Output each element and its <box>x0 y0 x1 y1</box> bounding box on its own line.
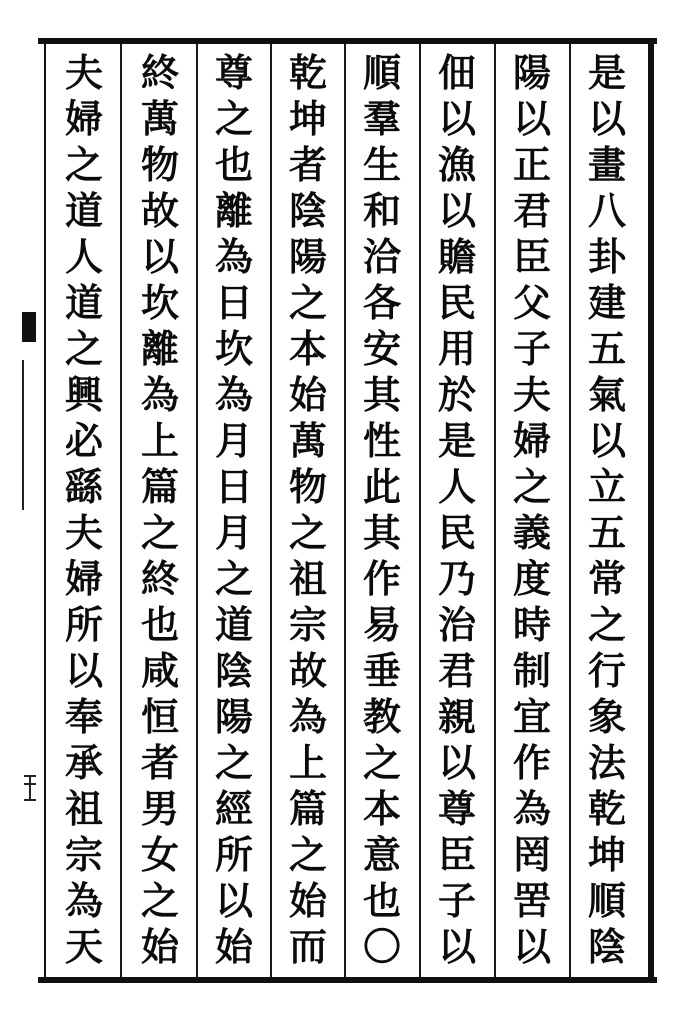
character: 以 <box>587 96 626 141</box>
character: 於 <box>437 372 476 417</box>
character: 為 <box>214 234 253 279</box>
character: 和 <box>362 188 401 233</box>
character: 畫 <box>587 142 626 187</box>
character: 以 <box>587 418 626 463</box>
character: 常 <box>587 556 626 601</box>
character: 五 <box>587 510 626 555</box>
character: 道 <box>214 602 253 647</box>
gutter-title-strip <box>22 360 38 510</box>
character: 時 <box>512 602 551 647</box>
character: 以 <box>140 234 179 279</box>
character: 人 <box>64 234 103 279</box>
character: 民 <box>437 280 476 325</box>
character: 物 <box>288 464 327 509</box>
character: 臣 <box>512 234 551 279</box>
character: 易 <box>362 602 401 647</box>
character: 乃 <box>437 556 476 601</box>
gutter-leaf-mark <box>22 770 38 810</box>
character: 其 <box>362 372 401 417</box>
character: 坤 <box>288 96 327 141</box>
character: 為 <box>288 694 327 739</box>
character: 之 <box>288 832 327 877</box>
right-border-rule <box>648 38 654 983</box>
character: 宗 <box>64 832 103 877</box>
gutter-marker <box>22 300 38 530</box>
character: 也 <box>362 878 401 923</box>
text-column-8 <box>52 50 116 970</box>
character: 以 <box>214 878 253 923</box>
character: 臣 <box>437 832 476 877</box>
character: 以 <box>437 96 476 141</box>
character: 故 <box>140 188 179 233</box>
character: 為 <box>214 372 253 417</box>
character: 親 <box>437 694 476 739</box>
character: 義 <box>512 510 551 555</box>
character: 乾 <box>587 786 626 831</box>
character: 性 <box>362 418 401 463</box>
text-column-2 <box>500 50 564 970</box>
character: 宗 <box>288 602 327 647</box>
character: 子 <box>512 326 551 371</box>
character: 陽 <box>512 50 551 95</box>
character: 而 <box>288 924 327 969</box>
character: 終 <box>140 50 179 95</box>
character: 夫 <box>512 372 551 417</box>
character: 行 <box>587 648 626 693</box>
character: 之 <box>512 464 551 509</box>
character: 之 <box>288 510 327 555</box>
character: 佃 <box>437 50 476 95</box>
character: 之 <box>140 510 179 555</box>
character: 祖 <box>288 556 327 601</box>
character: 本 <box>288 326 327 371</box>
text-column-7 <box>128 50 192 970</box>
character: 生 <box>362 142 401 187</box>
character: 之 <box>288 280 327 325</box>
character: 之 <box>140 878 179 923</box>
character: 以 <box>437 740 476 785</box>
character: 為 <box>512 786 551 831</box>
character: 道 <box>64 188 103 233</box>
character: 篇 <box>140 464 179 509</box>
character: 離 <box>214 188 253 233</box>
column-rule <box>196 44 198 977</box>
character: 此 <box>362 464 401 509</box>
character: 所 <box>64 602 103 647</box>
character: 離 <box>140 326 179 371</box>
character: 繇 <box>64 464 103 509</box>
character: 始 <box>140 924 179 969</box>
character: 教 <box>362 694 401 739</box>
character: 正 <box>512 142 551 187</box>
character: 上 <box>140 418 179 463</box>
character: 治 <box>437 602 476 647</box>
character: 宜 <box>512 694 551 739</box>
character: 月 <box>214 510 253 555</box>
character: 以 <box>437 924 476 969</box>
character: 氣 <box>587 372 626 417</box>
character: 承 <box>64 740 103 785</box>
character: 以 <box>437 188 476 233</box>
character: 乾 <box>288 50 327 95</box>
character: 之 <box>214 96 253 141</box>
character: 所 <box>214 832 253 877</box>
character: 象 <box>587 694 626 739</box>
character: 建 <box>587 280 626 325</box>
character: 羣 <box>362 96 401 141</box>
character: 坎 <box>140 280 179 325</box>
character: 安 <box>362 326 401 371</box>
character: 五 <box>587 326 626 371</box>
character: 〇 <box>362 924 401 969</box>
character: 贍 <box>437 234 476 279</box>
character: 日 <box>214 280 253 325</box>
text-column-5 <box>276 50 340 970</box>
character: 篇 <box>288 786 327 831</box>
character: 經 <box>214 786 253 831</box>
character: 陽 <box>214 694 253 739</box>
character: 必 <box>64 418 103 463</box>
column-rule <box>120 44 122 977</box>
character: 陰 <box>288 188 327 233</box>
character: 始 <box>214 924 253 969</box>
character: 以 <box>512 924 551 969</box>
character: 之 <box>214 740 253 785</box>
character: 上 <box>288 740 327 785</box>
character: 始 <box>288 878 327 923</box>
character: 天 <box>64 924 103 969</box>
character: 之 <box>587 602 626 647</box>
character: 夫 <box>64 50 103 95</box>
character: 者 <box>288 142 327 187</box>
character: 漁 <box>437 142 476 187</box>
character: 夫 <box>64 510 103 555</box>
character: 也 <box>140 602 179 647</box>
character: 父 <box>512 280 551 325</box>
column-rule <box>419 44 421 977</box>
character: 故 <box>288 648 327 693</box>
character: 其 <box>362 510 401 555</box>
character: 度 <box>512 556 551 601</box>
character: 婦 <box>512 418 551 463</box>
character: 以 <box>64 648 103 693</box>
character: 萬 <box>288 418 327 463</box>
character: 作 <box>512 740 551 785</box>
character: 之 <box>64 142 103 187</box>
column-rule <box>569 44 571 977</box>
character: 終 <box>140 556 179 601</box>
character: 日 <box>214 464 253 509</box>
column-rule <box>270 44 272 977</box>
character: 垂 <box>362 648 401 693</box>
character: 作 <box>362 556 401 601</box>
character: 卦 <box>587 234 626 279</box>
character: 八 <box>587 188 626 233</box>
character: 坎 <box>214 326 253 371</box>
character: 意 <box>362 832 401 877</box>
text-column-6 <box>202 50 266 970</box>
character: 為 <box>140 372 179 417</box>
character: 陰 <box>214 648 253 693</box>
character: 男 <box>140 786 179 831</box>
character: 為 <box>64 878 103 923</box>
text-column-1 <box>575 50 639 970</box>
character: 尊 <box>214 50 253 95</box>
character: 婦 <box>64 556 103 601</box>
character: 人 <box>437 464 476 509</box>
character: 始 <box>288 372 327 417</box>
character: 者 <box>140 740 179 785</box>
character: 君 <box>512 188 551 233</box>
character: 是 <box>587 50 626 95</box>
text-column-3 <box>425 50 489 970</box>
character: 洽 <box>362 234 401 279</box>
character: 制 <box>512 648 551 693</box>
character: 興 <box>64 372 103 417</box>
character: 之 <box>362 740 401 785</box>
character: 陽 <box>288 234 327 279</box>
character: 祖 <box>64 786 103 831</box>
character: 之 <box>214 556 253 601</box>
character: 也 <box>214 142 253 187</box>
character: 本 <box>362 786 401 831</box>
character: 順 <box>362 50 401 95</box>
character: 咸 <box>140 648 179 693</box>
character: 立 <box>587 464 626 509</box>
character: 子 <box>437 878 476 923</box>
character: 婦 <box>64 96 103 141</box>
character: 尊 <box>437 786 476 831</box>
column-rule <box>344 44 346 977</box>
character: 奉 <box>64 694 103 739</box>
character: 月 <box>214 418 253 463</box>
character: 陰 <box>587 924 626 969</box>
character: 順 <box>587 878 626 923</box>
character: 之 <box>64 326 103 371</box>
character: 君 <box>437 648 476 693</box>
character: 是 <box>437 418 476 463</box>
character: 道 <box>64 280 103 325</box>
character: 萬 <box>140 96 179 141</box>
text-column-4 <box>350 50 414 970</box>
character: 罟 <box>512 878 551 923</box>
column-rule <box>494 44 496 977</box>
character: 物 <box>140 142 179 187</box>
left-border-rule <box>44 44 46 977</box>
character: 用 <box>437 326 476 371</box>
character: 民 <box>437 510 476 555</box>
character: 恒 <box>140 694 179 739</box>
character: 坤 <box>587 832 626 877</box>
character: 女 <box>140 832 179 877</box>
character: 各 <box>362 280 401 325</box>
character: 罔 <box>512 832 551 877</box>
character: 以 <box>512 96 551 141</box>
gutter-fishtail-mark <box>22 312 36 342</box>
character: 法 <box>587 740 626 785</box>
